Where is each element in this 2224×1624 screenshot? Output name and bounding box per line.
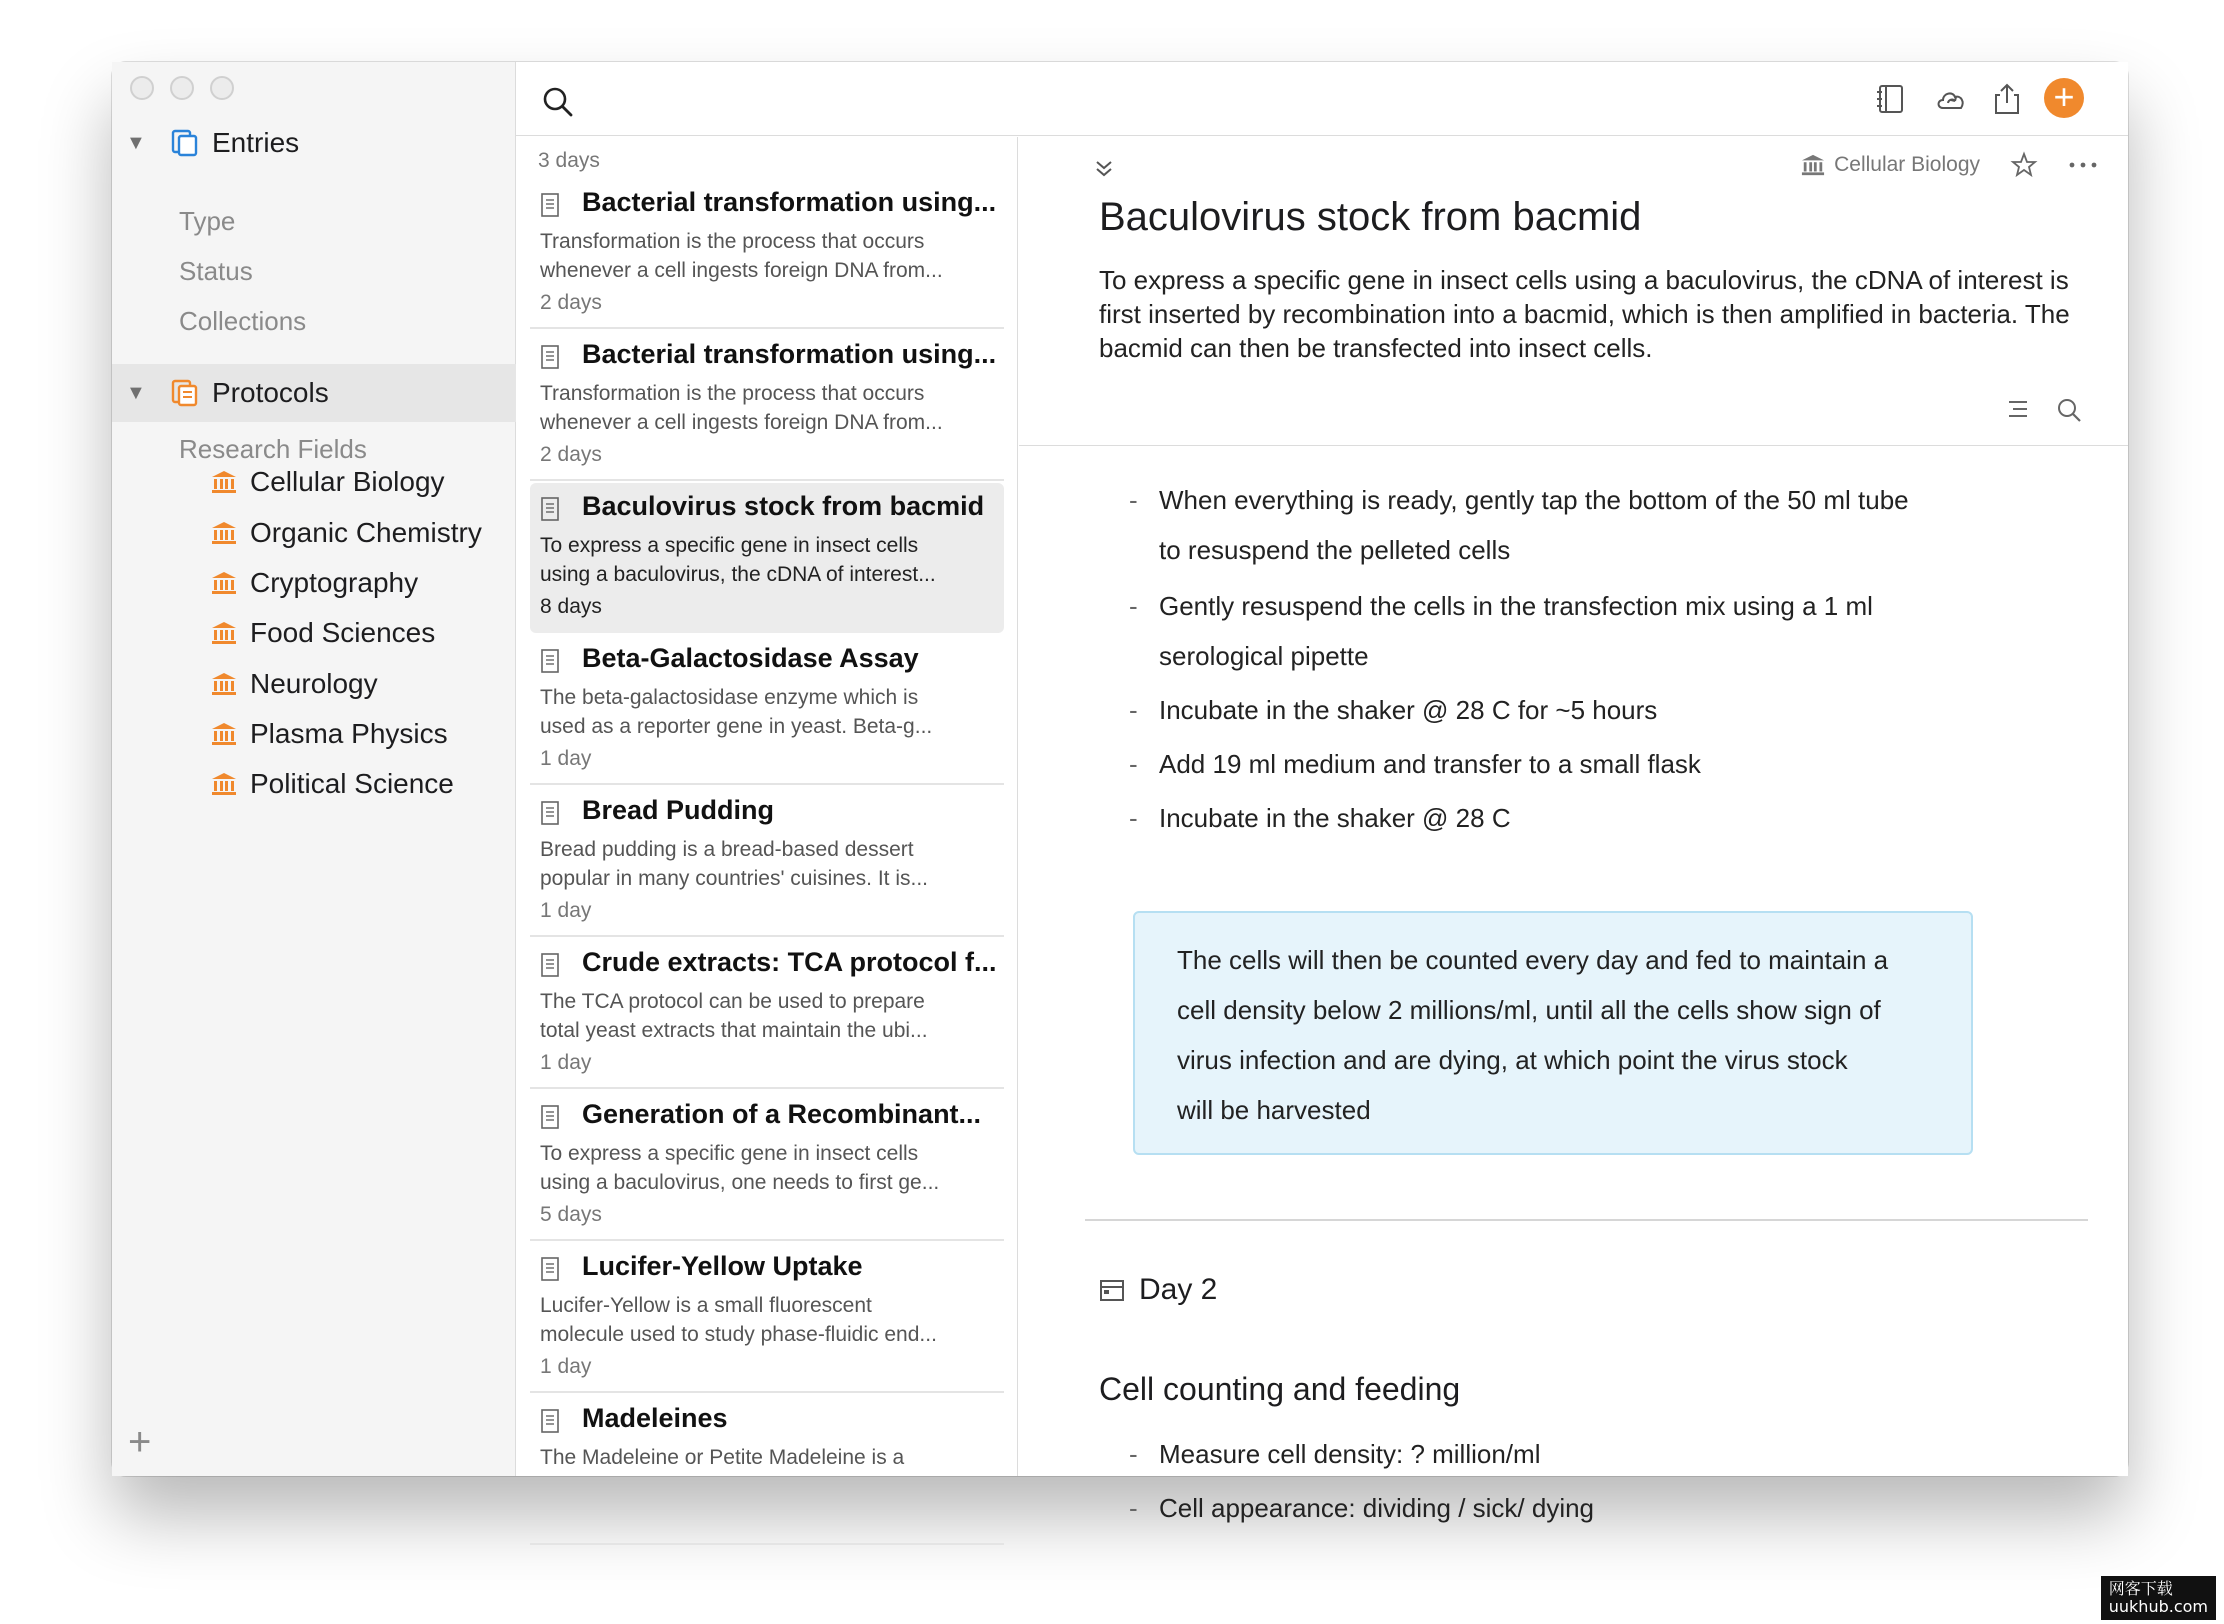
note-line: will be harvested	[1177, 1095, 1371, 1125]
document-icon	[540, 649, 560, 673]
toolbar	[516, 62, 2128, 136]
list-item-title: Bacterial transformation using...	[582, 187, 997, 217]
list-item-excerpt: The Madeleine or Petite Madeleine is a	[540, 1446, 905, 1469]
app-window	[112, 62, 2128, 1523]
sidebar-item-label: Plasma Physics	[250, 718, 448, 749]
section-divider	[1085, 1219, 2088, 1221]
sidebar	[112, 62, 516, 1476]
collection-name: Cellular Biology	[1834, 153, 1980, 176]
section-title[interactable]: Cell counting and feeding	[1099, 1371, 1461, 1407]
note-callout[interactable]	[1133, 911, 1973, 1155]
institution-icon	[210, 771, 238, 797]
protocol-steps	[1129, 475, 2029, 843]
sidebar-group-entries[interactable]	[112, 114, 516, 172]
cloud-sync-icon[interactable]	[1934, 82, 1968, 116]
note-line: cell density below 2 millions/ml, until all the cells show sign of	[1177, 995, 1881, 1025]
list-item[interactable]	[530, 787, 1004, 937]
list-item-age: 2 days	[540, 443, 602, 466]
sidebar-group-label: Protocols	[212, 377, 329, 408]
content-tools	[2006, 397, 2082, 423]
list-item-age: 1 day	[540, 1355, 592, 1378]
sidebar-item-cryptography[interactable]	[210, 563, 418, 603]
entry-list	[516, 137, 1018, 1476]
institution-icon	[1800, 153, 1826, 177]
sidebar-item-label: Cellular Biology	[250, 466, 445, 497]
list-item[interactable]	[530, 939, 1004, 1089]
sidebar-item-label: Political Science	[250, 768, 454, 799]
note-line: virus infection and are dying, at which point the virus stock	[1177, 1045, 1848, 1075]
entry-title[interactable]: Baculovirus stock from bacmid	[1099, 195, 1642, 239]
disclosure-triangle-icon[interactable]: ▼	[126, 131, 146, 154]
list-item[interactable]	[530, 1091, 1004, 1241]
search-icon[interactable]	[542, 86, 574, 118]
notebook-icon[interactable]	[1874, 82, 1908, 116]
sidebar-item-label: Organic Chemistry	[250, 517, 482, 548]
protocol-step[interactable]: - Incubate in the shaker @ 28 C	[1129, 793, 2029, 843]
protocol-step[interactable]: - Add 19 ml medium and transfer to a small flask	[1129, 739, 2029, 789]
disclosure-triangle-icon[interactable]: ▼	[126, 381, 146, 404]
list-item-title: Lucifer-Yellow Uptake	[582, 1251, 863, 1281]
document-icon	[540, 1105, 560, 1129]
sidebar-item-plasma-physics[interactable]	[210, 714, 448, 754]
document-icon	[540, 1409, 560, 1433]
list-item-title: Bacterial transformation using...	[582, 339, 997, 369]
share-icon[interactable]	[1990, 82, 2024, 116]
collection-badge[interactable]	[1800, 153, 1980, 177]
sidebar-item-neurology[interactable]	[210, 664, 378, 704]
detail-header-actions	[1800, 151, 2098, 179]
list-item-selected[interactable]	[530, 483, 1004, 633]
list-item-title: Madeleines	[582, 1403, 728, 1433]
sidebar-group-label: Entries	[212, 127, 300, 158]
list-item-age: 2 days	[540, 291, 602, 314]
research-fields-header: Research Fields	[179, 434, 367, 464]
document-icon	[540, 345, 560, 369]
list-item-age: 1 day	[540, 899, 592, 922]
institution-icon	[210, 721, 238, 747]
protocol-step[interactable]: - Incubate in the shaker @ 28 C for ~5 hours	[1129, 685, 2029, 735]
sidebar-group-protocols[interactable]	[112, 364, 516, 422]
day-label: Day 2	[1139, 1273, 1218, 1306]
sidebar-item-cellular-biology[interactable]	[210, 462, 445, 502]
star-icon[interactable]	[2010, 151, 2038, 179]
list-item[interactable]	[530, 1243, 1004, 1393]
sidebar-item-label: Cryptography	[250, 567, 419, 598]
entry-detail	[1019, 137, 2128, 1523]
sidebar-item-organic-chemistry[interactable]	[210, 513, 482, 553]
document-icon	[540, 497, 560, 521]
sidebar-item-status[interactable]: Status	[179, 256, 253, 286]
list-item-excerpt: Lucifer-Yellow is a small fluorescent molecule used to study phase-fluidic end...	[540, 1294, 937, 1346]
more-options-icon[interactable]	[2068, 160, 2098, 170]
window-controls	[130, 76, 234, 100]
protocol-step[interactable]: - When everything is ready, gently tap the bottom of the 50 ml tube to resuspend the pelleted cells	[1129, 475, 2029, 575]
document-icon	[540, 953, 560, 977]
list-item-age: 5 days	[540, 1203, 602, 1226]
add-collection-button[interactable]: +	[128, 1420, 152, 1464]
document-icon	[540, 193, 560, 217]
list-item-excerpt: The beta-galactosidase enzyme which is used as a reporter gene in yeast. Beta-g...	[540, 686, 933, 738]
list-item-excerpt: To express a specific gene in insect cells using a baculovirus, one needs to first ge...	[540, 1142, 940, 1194]
sidebar-item-political-science[interactable]	[210, 764, 454, 804]
header-divider	[1019, 445, 2128, 446]
protocols-icon	[170, 378, 200, 408]
institution-icon	[210, 520, 238, 546]
add-entry-button[interactable]: +	[2044, 78, 2084, 118]
institution-icon	[210, 620, 238, 646]
calendar-icon	[1099, 1278, 1125, 1302]
document-icon	[540, 1257, 560, 1281]
outline-icon[interactable]	[2006, 397, 2030, 421]
list-item-excerpt: Transformation is the process that occurs whenever a cell ingests foreign DNA from...	[540, 382, 943, 434]
institution-icon	[210, 671, 238, 697]
watermark-badge: 网客下载 uukhub.com	[2101, 1576, 2216, 1620]
list-item[interactable]	[530, 331, 1004, 481]
zoom-window-button[interactable]	[210, 76, 234, 100]
sidebar-item-label: Food Sciences	[250, 617, 436, 648]
list-item[interactable]	[530, 635, 1004, 785]
institution-icon	[210, 469, 238, 495]
sidebar-item-label: Neurology	[250, 668, 378, 699]
list-item-age: 1 day	[540, 747, 592, 770]
sidebar-item-food-sciences[interactable]	[210, 613, 435, 653]
sidebar-item-collections[interactable]: Collections	[179, 306, 307, 336]
protocol-step[interactable]: - Gently resuspend the cells in the transfection mix using a 1 ml serological pipette	[1129, 581, 2029, 681]
list-item-excerpt: The TCA protocol can be used to prepare total yeast extracts that maintain the ubi...	[540, 990, 928, 1042]
list-item-title: Baculovirus stock from bacmid	[582, 491, 985, 521]
sidebar-item-type[interactable]: Type	[179, 206, 236, 236]
list-item-excerpt: To express a specific gene in insect cells using a baculovirus, the cDNA of interest...	[540, 534, 936, 586]
collapse-chevron-icon[interactable]	[1093, 157, 1115, 179]
list-item-excerpt: Transformation is the process that occurs whenever a cell ingests foreign DNA from...	[540, 230, 943, 282]
list-item[interactable]	[530, 1395, 1004, 1545]
list-item-age: 1 day	[540, 1051, 592, 1074]
list-item[interactable]	[530, 179, 1004, 329]
list-item-title: Beta-Galactosidase Assay	[582, 643, 919, 673]
list-item-age: 8 days	[540, 595, 602, 618]
institution-icon	[210, 570, 238, 596]
entry-summary[interactable]: To express a specific gene in insect cells using a baculovirus, the cDNA of interest is first inserted by recombination into a bacmid, which is then amplified in bacteria. The bacmid can then be transfected into insect cells.	[1099, 265, 2070, 363]
close-window-button[interactable]	[130, 76, 154, 100]
note-line: The cells will then be counted every day and fed to maintain a	[1177, 945, 1889, 975]
list-item-excerpt: Bread pudding is a bread-based dessert popular in many countries' cuisines. It is...	[540, 838, 929, 890]
list-item-title: Generation of a Recombinant...	[582, 1099, 982, 1129]
protocol-step[interactable]: - Measure cell density: ? million/ml	[1129, 1429, 2029, 1479]
list-item-title: Bread Pudding	[582, 795, 775, 825]
section-steps	[1129, 1429, 2029, 1533]
list-item-title: Crude extracts: TCA protocol f...	[582, 947, 997, 977]
document-icon	[540, 801, 560, 825]
minimize-window-button[interactable]	[170, 76, 194, 100]
protocol-step[interactable]: - Cell appearance: dividing / sick/ dying	[1129, 1483, 2029, 1533]
find-in-entry-icon[interactable]	[2056, 397, 2082, 423]
entries-icon	[170, 128, 200, 158]
day-header[interactable]	[1099, 1273, 1217, 1307]
list-item-age: 3 days	[538, 149, 600, 172]
